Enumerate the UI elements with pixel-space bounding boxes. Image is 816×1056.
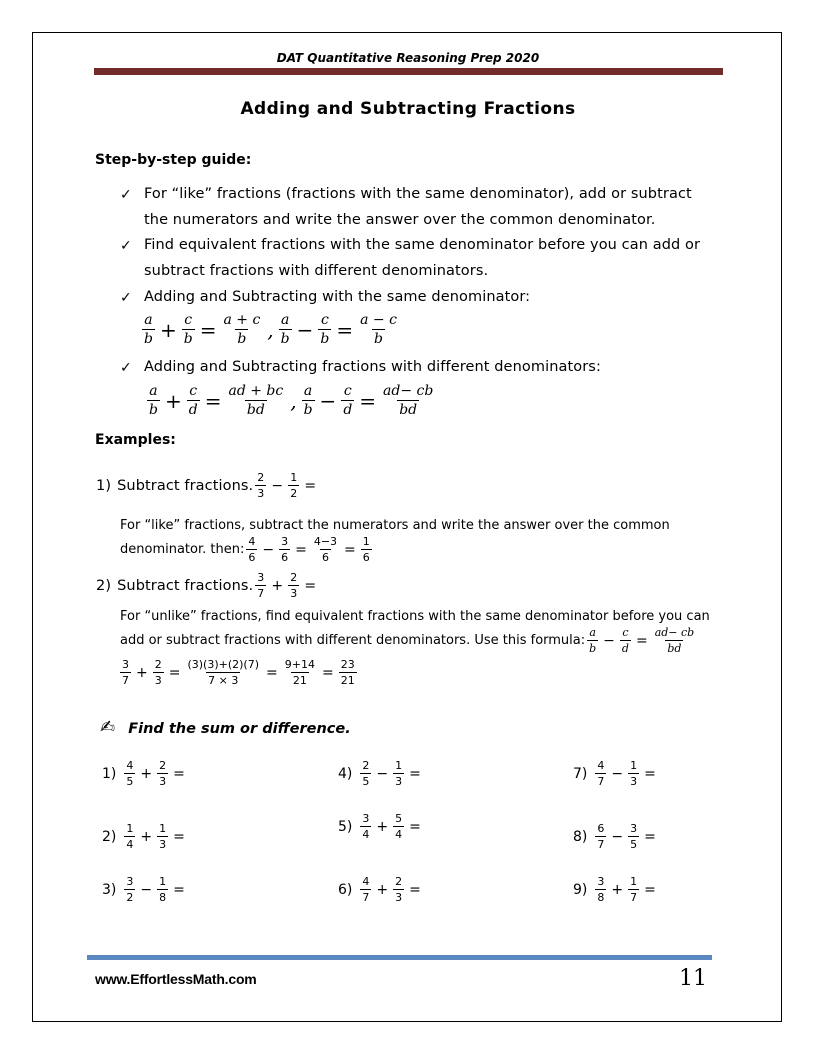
problem-8: 8) $\frac{6}{7}$ − $\frac{3}{5}$ = bbox=[573, 822, 656, 851]
example-2-prompt: Subtract fractions. bbox=[117, 577, 254, 594]
writing-hand-icon: ✍ bbox=[100, 717, 116, 738]
exercise-heading: Find the sum or difference. bbox=[128, 721, 351, 737]
check-icon: ✓ bbox=[120, 290, 132, 306]
page-number: 11 bbox=[679, 966, 707, 991]
check-icon: ✓ bbox=[120, 360, 132, 376]
formula-same-denominator: $\frac{a}{b}$ + $\frac{c}{b}$ = $\frac{a + c}{b}$ , $\frac{a}{b}$ − $\frac{c}{b}$ = $\frac{a - c}{b}$ bbox=[144, 312, 397, 347]
exercise-header bbox=[100, 717, 351, 738]
problem-7: 7) $\frac{4}{7}$ − $\frac{1}{3}$ = bbox=[573, 759, 656, 788]
running-header: DAT Quantitative Reasoning Prep 2020 bbox=[276, 51, 540, 65]
problem-3: 3) $\frac{3}{2}$ − $\frac{1}{8}$ = bbox=[102, 875, 185, 904]
example-1-explanation-1: For “like” fractions, subtract the numerators and write the answer over the common bbox=[120, 518, 670, 533]
example-2: 2) Subtract fractions. $\frac{3}{7}$ + $\frac{2}{3}$ = bbox=[96, 571, 317, 600]
check-icon: ✓ bbox=[120, 187, 132, 203]
footer-rule bbox=[87, 955, 712, 960]
example-2-explanation-1: For “unlike” fractions, find equivalent fractions with the same denominator before you can bbox=[120, 609, 710, 624]
bullet-1-line-1: For “like” fractions (fractions with the same denominator), add or subtract bbox=[144, 186, 692, 202]
bullet-2-line-2: subtract fractions with different denominators. bbox=[144, 263, 489, 279]
problem-2: 2) $\frac{1}{4}$ + $\frac{1}{3}$ = bbox=[102, 822, 185, 851]
example-1: 1) Subtract fractions. $\frac{2}{3}$ − $\frac{1}{2}$ = bbox=[96, 471, 317, 500]
example-1-prompt: Subtract fractions. bbox=[117, 477, 254, 494]
bullet-4-line-1: Adding and Subtracting fractions with different denominators: bbox=[144, 359, 601, 375]
header-rule bbox=[94, 68, 723, 75]
example-1-label: 1) bbox=[96, 477, 112, 494]
bullet-2-line-1: Find equivalent fractions with the same denominator before you can add or bbox=[144, 237, 701, 253]
guide-heading: Step-by-step guide: bbox=[95, 152, 252, 168]
problem-5: 5) $\frac{3}{4}$ + $\frac{5}{4}$ = bbox=[338, 812, 421, 841]
example-2-explanation-2: add or subtract fractions with different denominators. Use this formula: $\frac{a}{b}$ − $\frac{c}{d}$ = $\frac{ad- cb}{bd}$ bbox=[120, 626, 695, 655]
problem-6: 6) $\frac{4}{7}$ + $\frac{2}{3}$ = bbox=[338, 875, 421, 904]
example-2-solution: $\frac{3}{7}$ + $\frac{2}{3}$ = $\frac{(3)(3)+(2)(7)}{7 \times 3}$ = $\frac{9+14}{21}$ = $\frac{23}{21}$ bbox=[122, 658, 355, 687]
page-title: Adding and Subtracting Fractions bbox=[240, 99, 576, 119]
formula-different-denominators: $\frac{a}{b}$ + $\frac{c}{d}$ = $\frac{ad + bc}{bd}$ , $\frac{a}{b}$ − $\frac{c}{d}$ = $\frac{ad- cb}{bd}$ bbox=[149, 383, 434, 418]
check-icon: ✓ bbox=[120, 238, 132, 254]
problem-9: 9) $\frac{3}{8}$ + $\frac{1}{7}$ = bbox=[573, 875, 656, 904]
example-2-label: 2) bbox=[96, 577, 112, 594]
problem-1: 1) $\frac{4}{5}$ + $\frac{2}{3}$ = bbox=[102, 759, 185, 788]
bullet-1-line-2: the numerators and write the answer over the common denominator. bbox=[144, 212, 656, 228]
bullet-3-line-1: Adding and Subtracting with the same denominator: bbox=[144, 289, 531, 305]
problem-4: 4) $\frac{2}{5}$ − $\frac{1}{3}$ = bbox=[338, 759, 421, 788]
example-1-solution: denominator. then: $\frac{4}{6}$ − $\frac{3}{6}$ = $\frac{4-3}{6}$ = $\frac{1}{6}$ bbox=[120, 535, 370, 564]
footer-url[interactable]: www.EffortlessMath.com bbox=[95, 971, 257, 987]
examples-heading: Examples: bbox=[95, 432, 176, 448]
